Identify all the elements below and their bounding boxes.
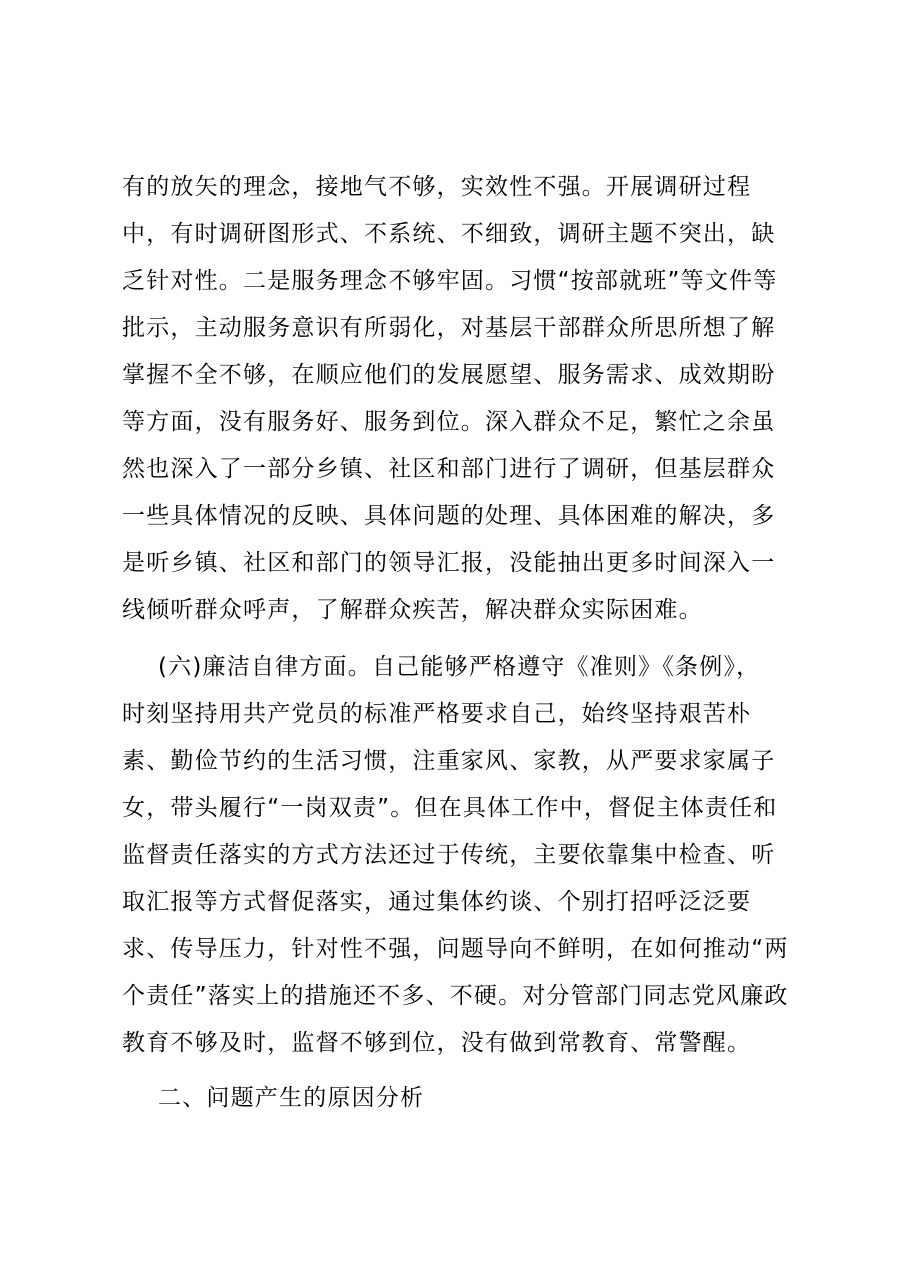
text-line: 求、传导压力，针对性不强，问题导向不鲜明，在如何推动“两 xyxy=(122,936,789,962)
text-line: 监督责任落实的方式方法还过于传统，主要依靠集中检查、听 xyxy=(122,842,776,868)
text-line: 教育不够及时，监督不够到位，没有做到常教育、常警醒。 xyxy=(122,1030,752,1056)
text-line: 然也深入了一部分乡镇、社区和部门进行了调研，但基层群众 xyxy=(122,456,776,482)
section-heading: 二、问题产生的原因分析 xyxy=(158,1085,425,1111)
text-line: 是听乡镇、社区和部门的领导汇报，没能抽出更多时间深入一 xyxy=(122,550,776,576)
text-line: 女，带头履行“一岗双责”。但在具体工作中，督促主体责任和 xyxy=(122,795,778,821)
text-line: 乏针对性。二是服务理念不够牢固。习惯“按部就班”等文件等 xyxy=(122,268,778,294)
text-line: 个责任”落实上的措施还不多、不硬。对分管部门同志党风廉政 xyxy=(122,983,789,1009)
text-line: 取汇报等方式督促落实，通过集体约谈、个别打招呼泛泛要 xyxy=(122,889,752,915)
text-line: 线倾听群众呼声，了解群众疾苦，解决群众实际困难。 xyxy=(122,597,703,623)
text-line: (六)廉洁自律方面。自己能够严格遵守《准则》《条例》， xyxy=(158,654,761,680)
text-line: 时刻坚持用共产党员的标准严格要求自己，始终坚持艰苦朴 xyxy=(122,701,752,727)
text-line: 掌握不全不够，在顺应他们的发展愿望、服务需求、成效期盼 xyxy=(122,362,776,388)
text-line: 中，有时调研图形式、不系统、不细致，调研主题不突出，缺 xyxy=(122,221,776,247)
text-line: 等方面，没有服务好、服务到位。深入群众不足，繁忙之余虽 xyxy=(122,409,776,435)
text-line: 素、勤俭节约的生活习惯，注重家风、家教，从严要求家属子 xyxy=(122,748,776,774)
paragraph-gap xyxy=(122,634,802,644)
document-body xyxy=(122,164,802,1122)
paragraph-service-concept xyxy=(122,164,802,634)
text-line: 有的放矢的理念，接地气不够，实效性不强。开展调研过程 xyxy=(122,174,752,200)
paragraph-integrity-self-discipline xyxy=(122,644,802,1067)
text-line: 批示，主动服务意识有所弱化，对基层干部群众所思所想了解 xyxy=(122,315,776,341)
text-line: 一些具体情况的反映、具体问题的处理、具体困难的解决，多 xyxy=(122,503,776,529)
